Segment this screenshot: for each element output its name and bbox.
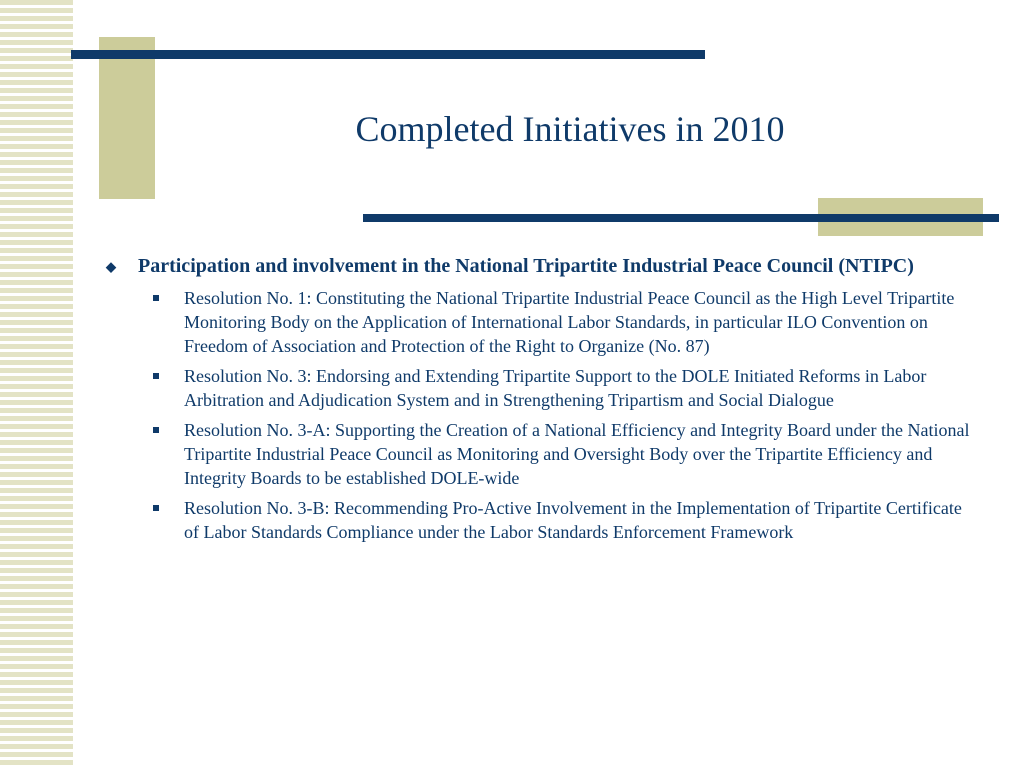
slide-title: Completed Initiatives in 2010 — [355, 109, 785, 149]
sub-bullet-list — [100, 286, 980, 544]
slide-content — [100, 254, 980, 550]
square-bullet-icon — [153, 505, 159, 511]
sub-bullet-text: Resolution No. 1: Constituting the National Tripartite Industrial Peace Council as the High Level Tripartite Monitoring Body on the Application of International Labor Standards, in particular ILO Convention on Freedom of Association and Protection of the Right to Organize (No. 87) — [184, 288, 955, 356]
decorative-block-top — [99, 37, 155, 199]
diamond-bullet-icon: ◆ — [106, 259, 116, 274]
square-bullet-icon — [153, 373, 159, 379]
main-bullet-text: Participation and involvement in the National Tripartite Industrial Peace Council (NTIPC) — [138, 255, 914, 277]
sub-bullet-text: Resolution No. 3: Endorsing and Extending Tripartite Support to the DOLE Initiated Reforms in Labor Arbitration and Adjudication System and in Strengthening Tripartism and Social Dialogue — [184, 366, 927, 410]
sub-bullet-text: Resolution No. 3-B: Recommending Pro-Active Involvement in the Implementation of Tripartite Certificate of Labor Standards Compliance under the Labor Standards Enforcement Framework — [184, 498, 962, 542]
sub-bullet-item — [100, 364, 980, 412]
square-bullet-icon — [153, 295, 159, 301]
sub-bullet-text: Resolution No. 3-A: Supporting the Creation of a National Efficiency and Integrity Board under the National Tripartite Industrial Peace Council as Monitoring and Oversight Body over the Tripartite Efficiency and Integrity Boards to be established DOLE-wide — [184, 420, 970, 488]
square-bullet-icon — [153, 427, 159, 433]
sub-bullet-item — [100, 418, 980, 490]
decorative-bar-top — [71, 50, 705, 59]
main-bullet-item — [100, 254, 980, 279]
sub-bullet-item — [100, 286, 980, 358]
decorative-stripes — [0, 0, 73, 768]
sub-bullet-item — [100, 496, 980, 544]
decorative-bar-bottom — [363, 214, 999, 222]
